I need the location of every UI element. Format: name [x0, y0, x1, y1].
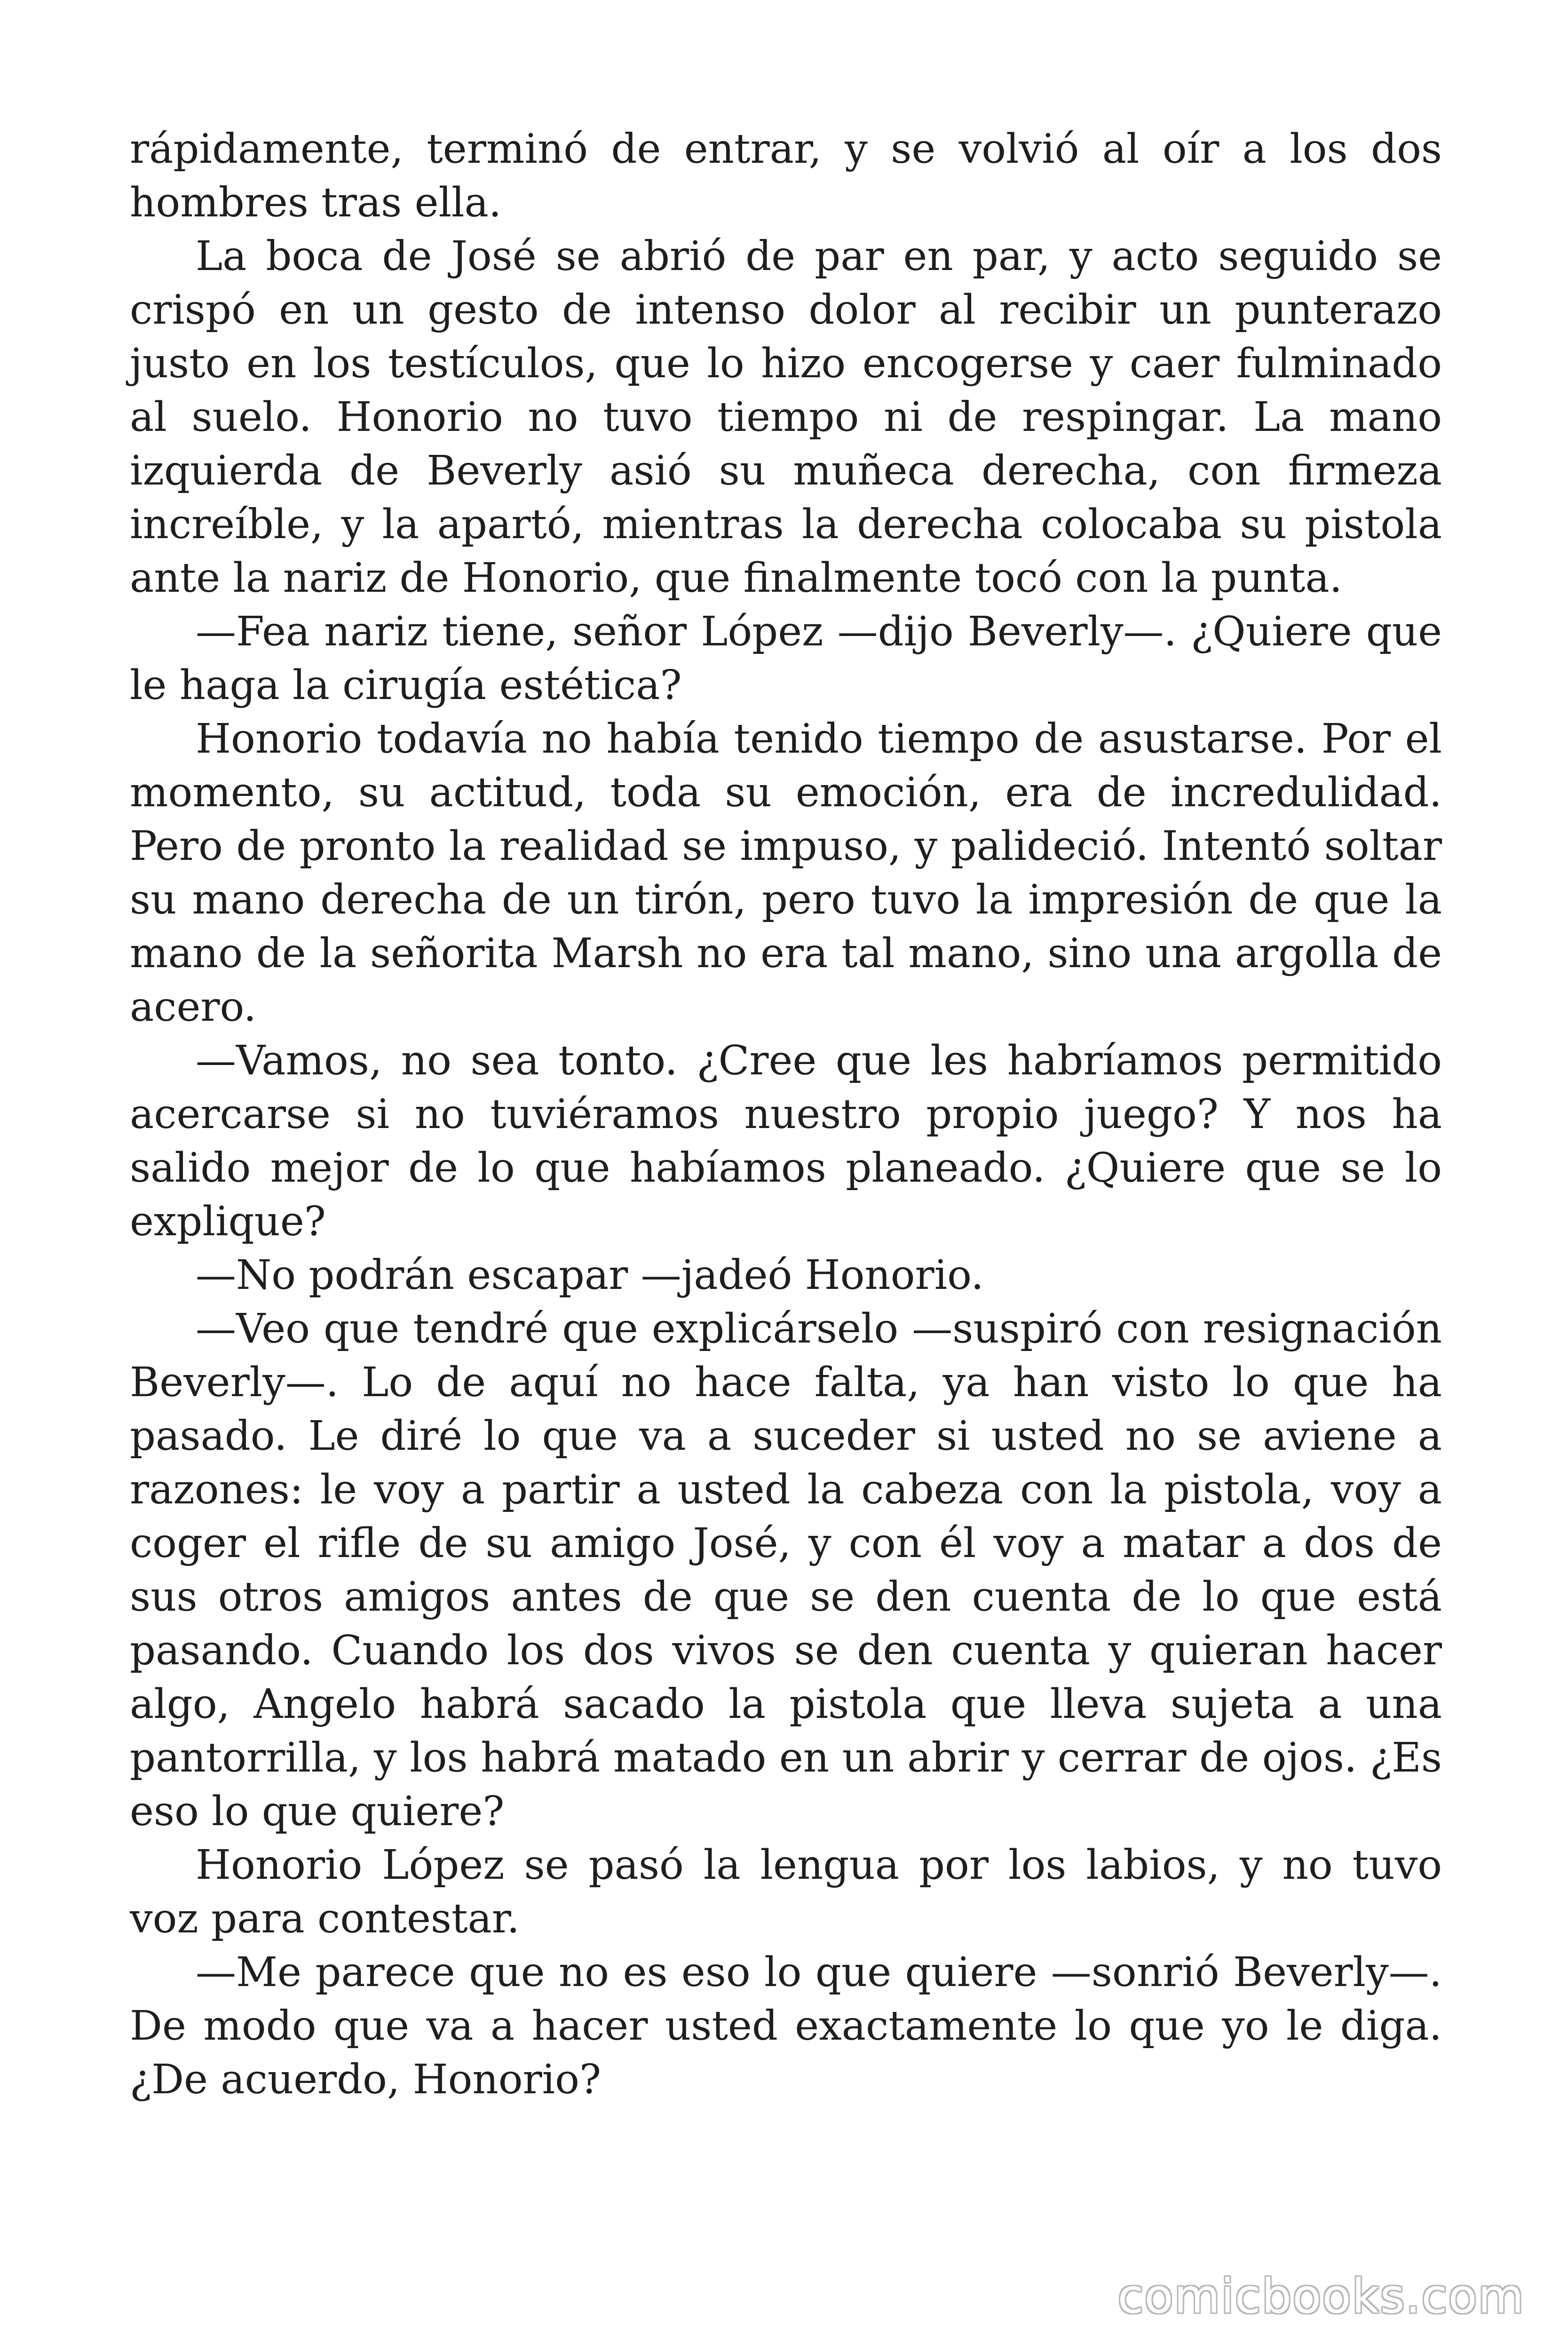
paragraph-9: —Me parece que no es eso lo que quiere —sonrió Beverly—. De modo que va a hacer usted exactamente lo que yo le diga. ¿De acuerdo, Honorio?	[130, 1949, 1442, 2103]
paragraph-2: La boca de José se abrió de par en par, y acto seguido se crispó en un gesto de intenso dolor al recibir un punterazo justo en los testículos, que lo hizo encogerse y caer fulminado al suelo. Honorio no tuvo tiempo ni de respingar. La mano izquierda de Beverly asió su muñeca derecha, con firmeza increíble, y la apartó, mientras la derecha colocaba su pistola ante la nariz de Honorio, que finalmente tocó con la punta.	[130, 233, 1442, 602]
paragraph-8: Honorio López se pasó la lengua por los labios, y no tuvo voz para contestar.	[130, 1842, 1442, 1942]
paragraph-5: —Vamos, no sea tonto. ¿Cree que les habríamos permitido acercarse si no tuviéramos nuestro propio juego? Y nos ha salido mejor de lo que habíamos planeado. ¿Quiere que se lo explique?	[130, 1037, 1442, 1245]
paragraph-6: —No podrán escapar —jadeó Honorio.	[196, 1252, 984, 1299]
book-page-text	[130, 122, 1442, 2106]
site-watermark: comicbooks.com	[1117, 2269, 1525, 2324]
paragraph-1: rápidamente, terminó de entrar, y se volvió al oír a los dos hombres tras ella.	[130, 126, 1442, 226]
paragraph-4: Honorio todavía no había tenido tiempo de asustarse. Por el momento, su actitud, toda su emoción, era de incredulidad. Pero de pronto la realidad se impuso, y palideció. Intentó soltar su mano derecha de un tirón, pero tuvo la impresión de que la mano de la señorita Marsh no era tal mano, sino una argolla de acero.	[130, 715, 1442, 1031]
paragraph-3: —Fea nariz tiene, señor López —dijo Beverly—. ¿Quiere que le haga la cirugía estética?	[130, 608, 1442, 709]
paragraph-7: —Veo que tendré que explicárselo —suspiró con resignación Beverly—. Lo de aquí no hace falta, ya han visto lo que ha pasado. Le diré lo que va a suceder si usted no se aviene a razones: le voy a partir a usted la cabeza con la pistola, voy a coger el rifle de su amigo José, y con él voy a matar a dos de sus otros amigos antes de que se den cuenta de lo que está pasando. Cuando los dos vivos se den cuenta y quieran hacer algo, Angelo habrá sacado la pistola que lleva sujeta a una pantorrilla, y los habrá matado en un abrir y cerrar de ojos. ¿Es eso lo que quiere?	[130, 1305, 1442, 1835]
